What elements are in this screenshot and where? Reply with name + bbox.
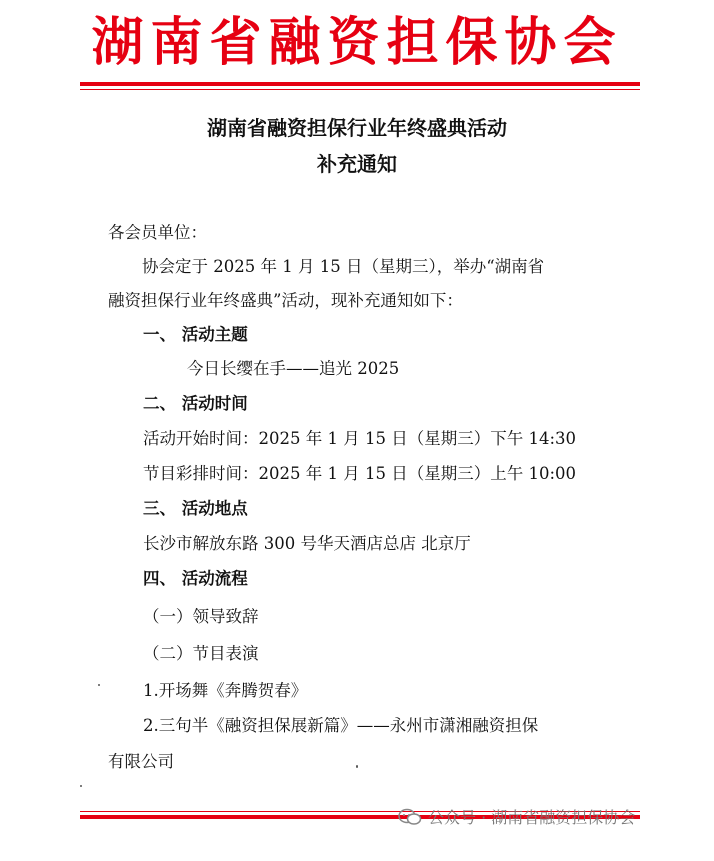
document-subtitle: 补充通知	[317, 152, 397, 176]
scan-speck	[80, 785, 82, 787]
flow-item-2: （二）节目表演	[143, 644, 259, 663]
section-2-rehearsal-time: 节目彩排时间：2025 年 1 月 15 日（星期三）上午 10:00	[143, 464, 577, 483]
wechat-icon	[398, 808, 422, 826]
section-2-start-time: 活动开始时间：2025 年 1 月 15 日（星期三）下午 14:30	[143, 429, 577, 448]
section-4-heading: 四、 活动流程	[143, 569, 248, 588]
program-item-2-line-1: 2.三句半《融资担保展新篇》——永州市潇湘融资担保	[143, 716, 539, 735]
section-1-heading: 一、 活动主题	[143, 325, 248, 344]
watermark-text: 公众号 · 湖南省融资担保协会	[428, 808, 636, 827]
salutation: 各会员单位：	[108, 223, 207, 242]
intro-line-1: 协会定于 2025 年 1 月 15 日（星期三），举办“湖南省	[142, 257, 545, 276]
scan-speck	[98, 684, 100, 686]
section-3-heading: 三、 活动地点	[143, 499, 248, 518]
program-item-2-line-2: 有限公司	[108, 752, 174, 771]
scan-speck	[356, 765, 358, 768]
letterhead-title: 湖南省融资担保协会	[91, 13, 623, 73]
watermark	[398, 805, 635, 828]
flow-item-1: （一）领导致辞	[143, 607, 259, 626]
letterhead-rule-thin	[80, 89, 640, 90]
intro-line-2: 融资担保行业年终盛典”活动，现补充通知如下：	[108, 291, 463, 310]
section-3-content: 长沙市解放东路 300 号华天酒店总店 北京厅	[143, 534, 471, 553]
program-item-1: 1.开场舞《奔腾贺春》	[143, 681, 308, 700]
letterhead-rule-thick	[80, 82, 640, 86]
section-2-heading: 二、 活动时间	[143, 394, 248, 413]
document-title: 湖南省融资担保行业年终盛典活动	[207, 116, 507, 140]
section-1-content: 今日长缨在手——追光 2025	[187, 359, 400, 378]
